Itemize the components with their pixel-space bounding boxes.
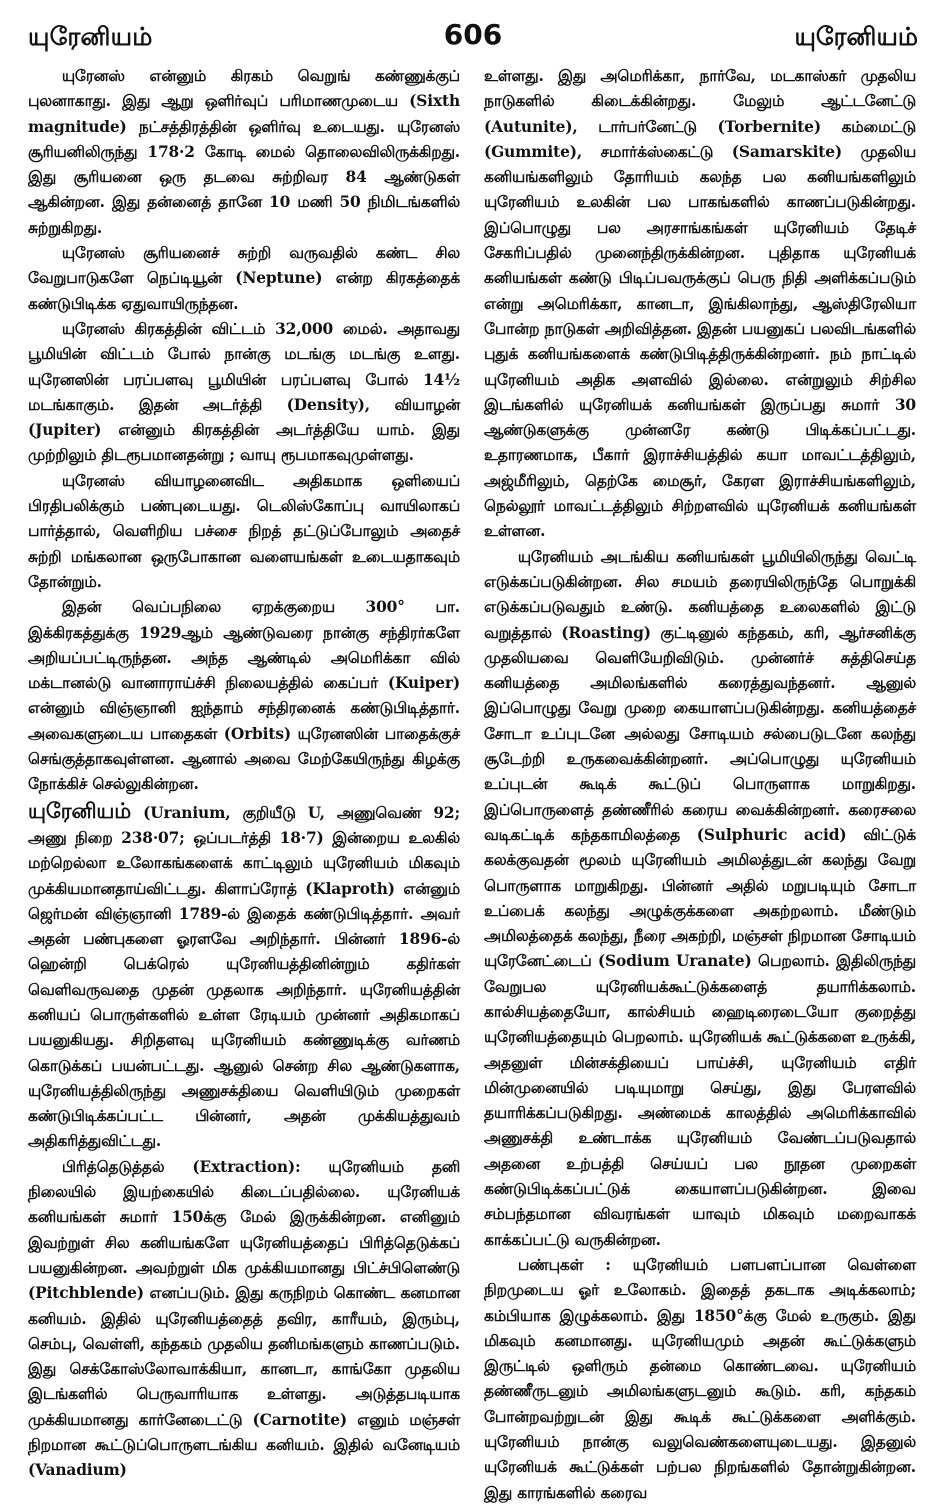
paragraph-uranus-moons: இதன் வெப்பநிலை ஏறக்குறைய 300° பா. இக்கிரகத்துக்கு 1929ஆம் ஆண்டுவரை நான்கு சந்திரர்களே அறியப்பட்டிருந்தன. அந்த ஆண்டில் அமெரிக்கா வில் மக்டானல்டு வானாராய்ச்சி நிலையத்தில் கைப்பர் (Kuiper) என்னும் விஞ்ஞானி ஐந்தாம் சந்திரனைக் கண்டுபிடித்தார். அவைகளுடைய பாதைகள் (Orbits) யுரேனஸின் பாதைக்குச் செங்குத்தாகவுள்ளன. ஆனால் அவை மேற்கேயிருந்து கிழக்கு நோக்கிச் செல்லுகின்றன. — [28, 598, 460, 794]
paragraph-properties: பண்புகள் : யுரேனியம் பளபளப்பான வெள்ளை நிறமுடைய ஓர் உலோகம். இதைத் தகடாக அடிக்கலாம்; கம்பியாக இழுக்கலாம். இது 1850°க்கு மேல் உருகும். இது மிகவும் கனமானது. யுரேனியமும் அதன் கூட்டுக்களும் இருட்டில் ஒளிரும் தன்மை கொண்டவை. யுரேனியம் தண்ணீருடனும் அமிலங்களுடனும் கூடும். கரி, கந்தகம் போன்றவற்றுடன் இது கூடிக் கூட்டுக்களை அளிக்கும். யுரேனியம் நான்கு வலுவெண்களையுடையது. இதனுல் யுரேனியக் கூட்டுக்கள் பற்பல நிறங்களில் தோன்றுகின்றன. இது காரங்களில் கரைவ — [484, 1255, 916, 1502]
page-header — [28, 18, 918, 58]
paragraph-uranus-neptune: யுரேனஸ் சூரியனைச் சுற்றி வருவதில் கண்ட சில வேறுபாடுகளே நெப்டியூன் (Neptune) என்ற கிரகத்தைக் கண்டுபிடிக்க ஏதுவாயிருந்தன. — [28, 244, 460, 313]
paragraph-uranus-reflection: யுரேனஸ் வியாழனைவிட அதிகமாக ஒளியைப் பிரதிபலிக்கும் பண்புடையது. டெலிஸ்கோப்பு வாயிலாகப் பார்த்தால், வெளிறிய பச்சை நிறத் தட்டுப்போலும் அதைச் சுற்றி மங்கலான ஒருபோகான வளையங்கள் உடையதாகவும் தோன்றும். — [28, 471, 460, 591]
entry-uranium-text: (Uranium, குறியீடு U, அணுவெண் 92; அணு நிறை 238·07; ஒப்படர்த்தி 18·7) இன்றைய உலகில் மற்றெல்லா உலோகங்களைக் காட்டிலும் யுரேனியம் மிகவும் முக்கியமானதாய்விட்டது. கிளாப்ரோத் (Klaproth) என்னும் ஜெர்மன் விஞ்ஞானி 1789-ல் இதைக் கண்டுபிடித்தார். அவர் அதன் பண்புகளை ஓரளவே அறிந்தார். பின்னர் 1896-ல் ஹென்றி பெக்ரெல் யுரேனியத்தினின்றும் கதிர்கள் வெளிவருவதை முதன் முதலாக அறிந்தார். யுரேனியத்தின் கனியப் பொருள்களில் உள்ள ரேடியம் முன்னர் அதிகமாகப் பயனுகியது. சிறிதளவு யுரேனியம் கண்ணுடிக்கு வர்ணம் கொடுக்கப் பயன்பட்டது. ஆனுல் சென்ற சில ஆண்டுகளாக, யுரேனியத்திலிருந்து அணுசக்தியை வெளியிடும் முறைகள் கண்டுபிடிக்கப்பட்ட பின்னர், அதன் முக்கியத்துவம் அதிகரித்துவிட்டது. — [28, 803, 460, 1151]
text-columns — [28, 64, 916, 1502]
page-number: 606 — [443, 18, 503, 51]
paragraph-uranus-diameter: யுரேனஸ் கிரகத்தின் விட்டம் 32,000 மைல். அதாவது பூமியின் விட்டம் போல் நான்கு மடங்கு மடங்கு உளது. யுரேனஸின் பரப்பளவு பூமியின் பரப்பளவு போல் 14½ மடங்காகும். இதன் அடர்த்தி (Density), வியாழன் (Jupiter) என்னும் கிரகத்தின் அடர்த்தியே யாம். இது முற்றிலும் திடரூபமானதன்று ; வாயு ரூபமாகவுமுள்ளது. — [28, 319, 460, 465]
paragraph-uranus-visibility: யுரேனஸ் என்னும் கிரகம் வெறுங் கண்ணுக்குப் புலனாகாது. இது ஆறு ஒளிர்வுப் பரிமாணமுடைய (Sixth magnitude) நட்சத்திரத்தின் ஒளிர்வு உடையது. யுரேனஸ் சூரியனிலிருந்து 178·2 கோடி மைல் தொலைவிலிருக்கிறது. இது சூரியனை ஒரு தடவை சுற்றிவர 84 ஆண்டுகள் ஆகின்றன. இது தன்னைத் தானே 10 மணி 50 நிமிடங்களில் சுற்றுகிறது. — [28, 67, 460, 237]
paragraph-processing: யுரேனியம் அடங்கிய கனியங்கள் பூமியிலிருந்து வெட்டி எடுக்கப்படுகின்றன. சில சமயம் தரையிலிருந்தே பொறுக்கி எடுக்கப்படுவதும் உண்டு. கனியத்தை உலைகளில் இட்டு வறுத்தால் (Roasting) குட்டினுல் கந்தகம், கரி, ஆர்சனிக்கு முதலியவை வெளியேறிவிடும். முன்னர்ச் சுத்திசெய்த கனியத்தை அமிலங்களில் கரைத்துவந்தனர். ஆனுல் இப்பொழுது வேறு முறை கையாளப்படுகின்றது. கனியத்தைச் சோடா உப்புடனே அல்லது சோடியம் சல்பைடுடனே கலந்து சூடேற்றி உருகவைக்கின்றனர். அப்பொழுது யுரேனியம் உப்புடன் கூடிக் கூட்டுப் பொருளாக மாறுகிறது. இப்பொருளைத் தண்ணீரில் கரைய வைக்கின்றனர். கரைசலை வடிகட்டிக் கந்தகாமிலத்தை (Sulphuric acid) விட்டுக் கலக்குவதன் மூலம் யுரேனியம் அமிலத்துடன் கலந்து வேறு பொருளாக மாறுகிறது. பின்னர் அதில் மறுபடியும் சோடா உப்பைக் கலந்து அழுக்குக்களை அகற்றலாம். மீண்டும் அமிலத்தைக் கலந்து, நீரை அகற்றி, மஞ்சள் நிறமான சோடியம் யுரேனேட்டைப் (Sodium Uranate) பெறலாம். இதிலிருந்து வேறுபல யுரேனியக்கூட்டுக்களைத் தயாரிக்கலாம். கால்சியத்தையோ, கால்சியம் ஹைடிரைடையோ குறைத்து யுரேனியத்தையும் பெறலாம். யுரேனியக் கூட்டுக்களை உருக்கி, அதனுள் மின்சக்தியைப் பாய்ச்சி, யுரேனியம் எதிர் மின்முனையில் படியுமாறு செய்து, இது பேரளவில் தயாரிக்கப்படுகிறது. அண்மைக் காலத்தில் அமெரிக்காவில் அணுசக்தி உண்டாக்க யுரேனியம் வேண்டப்படுவதால் அதனை உற்பத்தி செய்யப் பல நூதன முறைகள் கண்டுபிடிக்கப்பட்டுக் கையாளப்படுகின்றன. இவை சம்பந்தமான விவரங்கள் யாவும் மிகவும் மறைவாகக் காக்கப்பட்டு வருகின்றன. — [484, 547, 916, 1249]
entry-uranium — [28, 798, 460, 1155]
paragraph-ores-locations: உள்ளது. இது அமெரிக்கா, நார்வே, மடகாஸ்கர் முதலிய நாடுகளில் கிடைக்கின்றது. மேலும் ஆட்டனேட்டு (Autunite), டார்பர்னேட்டு (Torbernite) கம்மைட்டு (Gummite), சமார்க்ஸ்கைட்டு (Samarskite) முதலிய கனியங்களிலும் தோரியம் கலந்த பல கனியங்களிலும் யுரேனியம் உலகின் பல பாகங்களில் காணப்படுகின்றது. இப்பொழுது பல அரசாங்கங்கள் யுரேனியம் தேடிச் சேகரிப்பதில் முனைந்திருக்கின்றன. புதிதாக யுரேனியக் கனியங்கள் கண்டு பிடிப்பவருக்குப் பெரு நிதி அளிக்கப்படும் என்று அமெரிக்கா, கானடா, இங்கிலாந்து, ஆஸ்திரேலியா போன்ற நாடுகள் அறிவித்தன. இதன் பயனுகப் பலவிடங்களில் புதுக் கனியங்களைக் கண்டுபிடித்திருக்கின்றனர். நம் நாட்டில் யுரேனியம் அதிக அளவில் இல்லை. என்றுலும் சிற்சில இடங்களில் யுரேனியக் கனியங்கள் இருப்பது சுமார் 30 ஆண்டுகளுக்கு முன்னரே கண்டு பிடிக்கப்பட்டது. உதாரணமாக, பீகார் இராச்சியத்தில் கயா மாவட்டத்திலும், அஜ்மீரிலும், தெற்கே மைசூர், கேரள இராச்சியங்களிலும், நெல்லூர் மாவட்டத்திலும் சிற்றளவில் யுரேனியக் கனியங்கள் உள்ளன. — [484, 67, 916, 541]
paragraph-extraction: பிரித்தெடுத்தல் (Extraction): யுரேனியம் தனி நிலையில் இயற்கையில் கிடைப்பதில்லை. யுரேனியக் கனியங்கள் சுமார் 150க்கு மேல் இருக்கின்றன. எனினும் இவற்றுள் சில கனியங்களே யுரேனியத்தைப் பிரித்தெடுக்கப் பயனுகின்றன. அவற்றுள் மிக முக்கியமானது பிட்ச்பிளெண்டு (Pitchblende) எனப்படும். இது கருநிறம் கொண்ட கனமான கனியம். இதில் யுரேனியத்தைத் தவிர, காரீயம், இரும்பு, செம்பு, வெள்ளி, கந்தகம் முதலிய தனிமங்களும் காணப்படும். இது செக்கோஸ்லோவாக்கியா, கானடா, காங்கோ முதலிய இடங்களில் பெருவாரியாக உள்ளது. அடுத்தபடியாக முக்கியமானது கார்னேடைட்டு (Carnotite) எனும் மஞ்சள் நிறமான கூட்டுப்பொருளடங்கிய கனியம். இதில் வனேடியம் (Vanadium) — [28, 1157, 460, 1480]
right-column — [484, 64, 916, 1502]
entry-headword: யுரேனியம் — [28, 797, 132, 823]
left-column — [28, 64, 460, 1486]
running-head-right: யுரேனியம் — [794, 22, 918, 51]
running-head-left: யுரேனியம் — [28, 22, 153, 51]
